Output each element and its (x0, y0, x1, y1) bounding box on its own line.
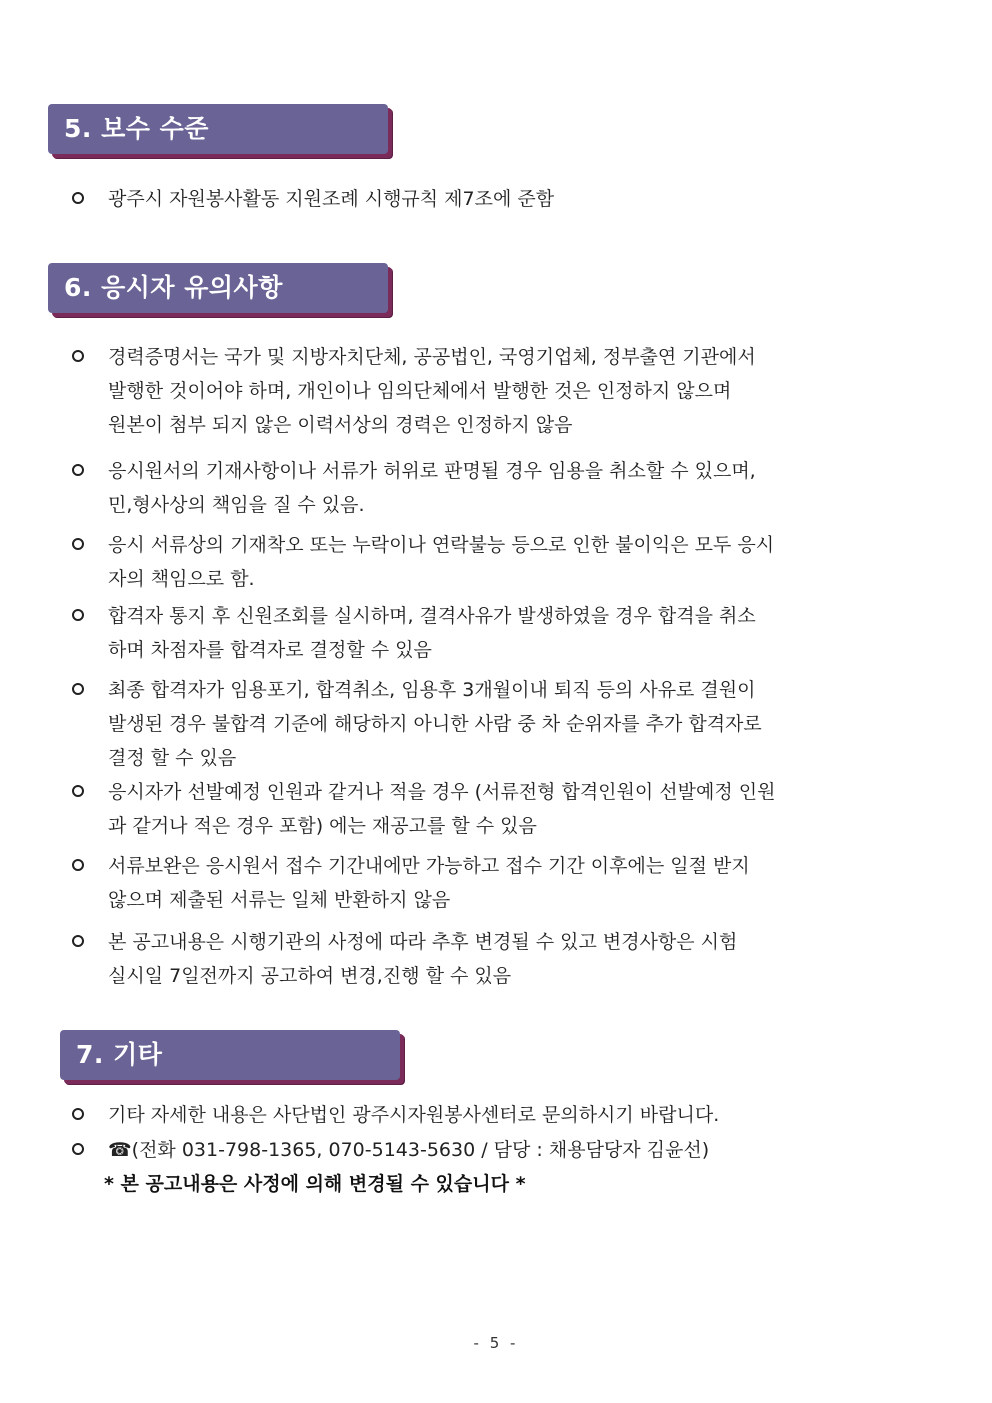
section-title: 5. 보수 수준 (64, 114, 209, 143)
list-item (72, 673, 852, 775)
list-item (72, 454, 852, 522)
list-item-text: 서류보완은 응시원서 접수 기간내에만 가능하고 접수 기간 이후에는 일절 받지 않으며 제출된 서류는 일체 반환하지 않음 (108, 855, 750, 911)
list-item-text: 광주시 자원봉사활동 지원조례 시행규칙 제7조에 준함 (108, 188, 555, 210)
list-item (72, 1133, 852, 1167)
list-item (72, 599, 852, 667)
circle-bullet-icon (72, 192, 84, 204)
circle-bullet-icon (72, 538, 84, 550)
section-header-etc (60, 1030, 400, 1080)
circle-bullet-icon (72, 609, 84, 621)
list-item-text: 응시원서의 기재사항이나 서류가 허위로 판명될 경우 임용을 취소할 수 있으며, 민,형사상의 책임을 질 수 있음. (108, 460, 756, 516)
circle-bullet-icon (72, 350, 84, 362)
section-title: 7. 기타 (76, 1040, 163, 1069)
list-item (72, 340, 852, 442)
list-item (72, 528, 852, 596)
list-item (72, 925, 852, 993)
list-item-text: 합격자 통지 후 신원조회를 실시하며, 결격사유가 발생하였을 경우 합격을 취소 하며 차점자를 합격자로 결정할 수 있음 (108, 605, 756, 661)
list-item-text: ☎(전화 031-798-1365, 070-5143-5630 / 담당 : 채용담당자 김윤선) (108, 1139, 710, 1161)
circle-bullet-icon (72, 1108, 84, 1120)
list-item-text: 기타 자세한 내용은 사단법인 광주시자원봉사센터로 문의하시기 바랍니다. (108, 1104, 720, 1126)
section-header-notices (48, 263, 388, 313)
list-item (72, 775, 852, 843)
circle-bullet-icon (72, 464, 84, 476)
section-title: 6. 응시자 유의사항 (64, 273, 283, 302)
page-number: - 5 - (473, 1334, 519, 1352)
circle-bullet-icon (72, 859, 84, 871)
list-item (72, 1098, 852, 1132)
notice-note: * 본 공고내용은 사정에 의해 변경될 수 있습니다 * (104, 1173, 526, 1195)
list-item-text: 경력증명서는 국가 및 지방자치단체, 공공법인, 국영기업체, 정부출연 기관에서 발행한 것이어야 하며, 개인이나 임의단체에서 발행한 것은 인정하지 않으며 원본이 첨부 되지 않은 이력서상의 경력은 인정하지 않음 (108, 346, 756, 436)
circle-bullet-icon (72, 1143, 84, 1155)
list-item-text: 본 공고내용은 시행기관의 사정에 따라 추후 변경될 수 있고 변경사항은 시험 실시일 7일전까지 공고하여 변경,진행 할 수 있음 (108, 931, 738, 987)
section-header-pay (48, 104, 388, 154)
list-item (72, 849, 852, 917)
list-item-text: 응시자가 선발예정 인원과 같거나 적을 경우 (서류전형 합격인원이 선발예정 인원 과 같거나 적은 경우 포함) 에는 재공고를 할 수 있음 (108, 781, 776, 837)
circle-bullet-icon (72, 785, 84, 797)
circle-bullet-icon (72, 935, 84, 947)
list-item-text: 응시 서류상의 기재착오 또는 누락이나 연락불능 등으로 인한 불이익은 모두 응시 자의 책임으로 함. (108, 534, 775, 590)
list-item-text: 최종 합격자가 임용포기, 합격취소, 임용후 3개월이내 퇴직 등의 사유로 결원이 발생된 경우 불합격 기준에 해당하지 아니한 사람 중 차 순위자를 추가 합격자로 결정 할 수 있음 (108, 679, 762, 769)
circle-bullet-icon (72, 683, 84, 695)
list-item (72, 182, 852, 216)
